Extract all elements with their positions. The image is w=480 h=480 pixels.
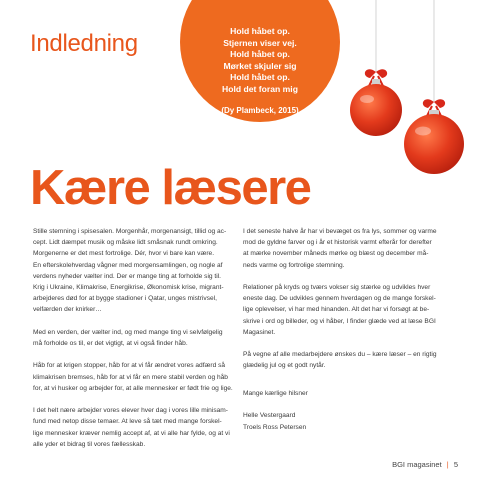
poem-line: Hold det foran mig	[222, 83, 298, 94]
body-paragraph: Håb for at krigen stopper, håb for at vi får ændret vores adfærd så klimakrisen bremses, håb for at vi får en mere stabil verden og håb for, at vi husker og arbejder for, at alle mennesker er født frie og lige.	[33, 362, 233, 392]
body-column-right	[243, 226, 458, 383]
christmas-ornament-icon	[404, 0, 464, 174]
poem-circle	[180, 0, 340, 122]
signoff	[243, 388, 308, 433]
signoff-name: Helle Vestergaard	[243, 412, 296, 420]
body-column-left	[33, 226, 233, 461]
poem-line: Hold håbet op.	[230, 72, 290, 82]
christmas-ornament-icon	[350, 0, 402, 136]
page-footer	[392, 460, 458, 469]
body-paragraph: Med en verden, der vælter ind, og med mange ting vi selvfølgelig må forholde os til, er det vigtigt, at vi også finder håb.	[33, 328, 223, 348]
poem-credit: (Dy Plambeck, 2015)	[221, 106, 299, 115]
signoff-name: Troels Ross Petersen	[243, 423, 307, 431]
section-label: Indledning	[30, 30, 138, 57]
signoff-greeting: Mange kærlige hilsner	[243, 390, 308, 397]
poem-line: Hold håbet op.	[230, 26, 290, 36]
poem-line: Hold håbet op.	[230, 49, 290, 59]
page-number: 5	[453, 460, 458, 469]
poem-line: Stjernen viser vej.	[223, 37, 297, 48]
body-paragraph: Stille stemning i spisesalen. Morgenhår, morgenansigt, tillid og ac- cept. Lidt dæmpet musik og måske lidt småsnak rundt omkring. Morgenerne er det mest fortrolige. Dér, hvor vi bare kan være. En efterskolehverdag vågner med morgensamlingen, og nogle af verdens nyheder vælter ind. Der er mange ting at forholde sig til. Krig i Ukraine, Klimakrise, Energikrise, Økonomisk krise, migrant- arbejderes død for at bygge stadioner i Qatar, unges mistrivsel, velfærden der knirker…	[33, 228, 227, 314]
poem-line: Mørket skjuler sig	[223, 60, 297, 71]
headline: Kære læsere	[30, 161, 311, 215]
ornaments	[330, 0, 480, 200]
publication-name: BGI magasinet	[392, 460, 442, 469]
body-paragraph: I det helt nære arbejder vores elever hver dag i vores lille minisam- fund med netop disse temaer. At leve så tæt med mange forskel- lige mennesker kræver nemlig accept af, at vi alle har fylde, og at vi alle yder et bidrag til vores fællesskab.	[33, 407, 230, 448]
body-paragraph: I det seneste halve år har vi bevæget os fra lys, sommer og varme mod de gyldne farver og i år et historisk varmt efterår for derefter at mærke november måneds mørke og blæst og december må- neds varme og fortrolige stemning.	[243, 228, 437, 269]
body-paragraph: På vegne af alle medarbejdere ønskes du – kære læser – en rigtig glædelig jul og et godt nytår.	[243, 351, 437, 370]
footer-separator: |	[446, 460, 449, 469]
body-paragraph: Relationer på kryds og tværs vokser sig stærke og udvikles hver eneste dag. De udvikles gennem hverdagen og de mange forskel- lige oplevelser, vi har med hinanden. Alt det har vi forsøgt at be- skrive i ord og billeder, og vi håber, I finder glæde ved at læse BGI Magasinet.	[243, 284, 436, 336]
